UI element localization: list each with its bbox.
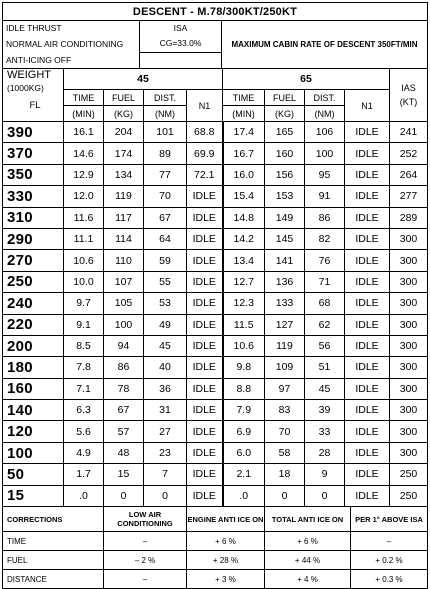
cell-fl: 220	[3, 314, 64, 335]
cell-n1-45: IDLE	[187, 442, 223, 463]
cell-dist-45: 23	[144, 442, 187, 463]
cell-fuel-45: 0	[104, 485, 144, 506]
cell-dist-65: 28	[305, 442, 345, 463]
cell-n1-45: IDLE	[187, 228, 223, 249]
cell-ias: 300	[390, 250, 428, 271]
cell-fl: 350	[3, 164, 64, 185]
col-dist-unit-45: (NM)	[144, 106, 187, 122]
cell-dist-65: 9	[305, 464, 345, 485]
cell-ias: 241	[390, 122, 428, 143]
cell-fuel-65: 141	[265, 250, 305, 271]
cell-dist-45: 53	[144, 293, 187, 314]
cell-n1-65: IDLE	[345, 143, 390, 164]
cell-time-65: 17.4	[223, 122, 265, 143]
cell-fuel-65: 58	[265, 442, 305, 463]
cell-ias: 300	[390, 271, 428, 292]
table-row	[3, 228, 428, 249]
cell-n1-65: IDLE	[345, 271, 390, 292]
cell-ias: 300	[390, 228, 428, 249]
cell-time-45: 10.6	[64, 250, 104, 271]
cell-dist-45: 101	[144, 122, 187, 143]
col-n1-65: N1	[345, 90, 390, 122]
cell-ias: 264	[390, 164, 428, 185]
cell-fuel-65: 97	[265, 378, 305, 399]
cell-fl: 100	[3, 442, 64, 463]
cell-dist-65: 56	[305, 335, 345, 356]
correction-row	[3, 570, 428, 589]
cell-fl: 390	[3, 122, 64, 143]
cell-ias: 252	[390, 143, 428, 164]
cell-fl: 140	[3, 400, 64, 421]
weight-65-header: 65	[223, 69, 390, 90]
cell-time-45: 7.8	[64, 357, 104, 378]
corrections-table	[2, 506, 428, 589]
cell-dist-45: 70	[144, 186, 187, 207]
cell-fuel-45: 119	[104, 186, 144, 207]
condition-idle-thrust: IDLE THRUST	[3, 21, 140, 35]
cell-fuel-65: 0	[265, 485, 305, 506]
cell-dist-45: 40	[144, 357, 187, 378]
cell-time-45: 9.1	[64, 314, 104, 335]
cell-time-65: 14.8	[223, 207, 265, 228]
cell-time-45: 11.1	[64, 228, 104, 249]
cell-fuel-65: 127	[265, 314, 305, 335]
col-dist-unit-65: (NM)	[305, 106, 345, 122]
cell-dist-45: 0	[144, 485, 187, 506]
data-rows	[3, 122, 428, 507]
cell-fuel-65: 145	[265, 228, 305, 249]
cell-n1-65: IDLE	[345, 442, 390, 463]
table-row	[3, 400, 428, 421]
col-fuel-65: FUEL	[265, 90, 305, 106]
cell-time-65: 16.7	[223, 143, 265, 164]
cell-fuel-45: 174	[104, 143, 144, 164]
correction-engine-anti-ice: + 6 %	[187, 532, 265, 551]
correction-total-anti-ice: + 6 %	[265, 532, 351, 551]
cell-ias: 300	[390, 293, 428, 314]
cell-fuel-45: 105	[104, 293, 144, 314]
cell-fuel-45: 78	[104, 378, 144, 399]
cell-dist-65: 51	[305, 357, 345, 378]
col-time-unit-65: (MIN)	[223, 106, 265, 122]
cell-n1-65: IDLE	[345, 464, 390, 485]
cell-fl: 240	[3, 293, 64, 314]
cell-fl: 250	[3, 271, 64, 292]
cell-time-65: 10.6	[223, 335, 265, 356]
cell-fl: 310	[3, 207, 64, 228]
per-degree-above-isa-header: PER 1° ABOVE ISA	[351, 507, 428, 532]
cell-time-65: 13.4	[223, 250, 265, 271]
cell-fuel-65: 149	[265, 207, 305, 228]
cell-fuel-65: 109	[265, 357, 305, 378]
cell-fuel-65: 119	[265, 335, 305, 356]
cell-fuel-45: 100	[104, 314, 144, 335]
cell-n1-45: IDLE	[187, 357, 223, 378]
cell-dist-45: 7	[144, 464, 187, 485]
cell-n1-65: IDLE	[345, 228, 390, 249]
table-row	[3, 378, 428, 399]
cell-n1-45: IDLE	[187, 400, 223, 421]
cell-time-45: .0	[64, 485, 104, 506]
cell-time-65: 11.5	[223, 314, 265, 335]
cell-fl: 200	[3, 335, 64, 356]
table-row	[3, 164, 428, 185]
cell-fuel-45: 67	[104, 400, 144, 421]
cell-fl: 120	[3, 421, 64, 442]
cell-dist-65: 33	[305, 421, 345, 442]
max-cabin-rate-note: MAXIMUM CABIN RATE OF DESCENT 350FT/MIN	[222, 21, 428, 69]
cell-n1-65: IDLE	[345, 357, 390, 378]
cell-fuel-65: 156	[265, 164, 305, 185]
cell-time-45: 6.3	[64, 400, 104, 421]
correction-label: FUEL	[3, 551, 104, 570]
cell-n1-65: IDLE	[345, 400, 390, 421]
correction-per-degree-above-isa: –	[351, 532, 428, 551]
table-row	[3, 186, 428, 207]
cell-time-65: 9.8	[223, 357, 265, 378]
cell-fuel-65: 18	[265, 464, 305, 485]
cell-n1-65: IDLE	[345, 122, 390, 143]
cell-time-65: 15.4	[223, 186, 265, 207]
cell-dist-45: 59	[144, 250, 187, 271]
cell-time-45: 8.5	[64, 335, 104, 356]
cell-n1-65: IDLE	[345, 378, 390, 399]
cell-fuel-45: 117	[104, 207, 144, 228]
cell-dist-45: 36	[144, 378, 187, 399]
cell-time-65: 7.9	[223, 400, 265, 421]
cell-n1-45: IDLE	[187, 378, 223, 399]
cell-dist-65: 100	[305, 143, 345, 164]
cell-time-65: 16.0	[223, 164, 265, 185]
cell-fl: 330	[3, 186, 64, 207]
cell-time-65: 14.2	[223, 228, 265, 249]
correction-row	[3, 551, 428, 570]
cell-dist-65: 71	[305, 271, 345, 292]
cell-n1-65: IDLE	[345, 164, 390, 185]
cell-ias: 300	[390, 400, 428, 421]
weight-fl-header	[3, 69, 64, 122]
descent-data-table	[2, 68, 428, 507]
cell-time-45: 11.6	[64, 207, 104, 228]
cell-n1-45: IDLE	[187, 293, 223, 314]
cell-fuel-65: 136	[265, 271, 305, 292]
correction-rows	[3, 532, 428, 589]
table-row	[3, 335, 428, 356]
cell-n1-45: 72.1	[187, 164, 223, 185]
table-row	[3, 271, 428, 292]
cell-fuel-45: 114	[104, 228, 144, 249]
col-time-45: TIME	[64, 90, 104, 106]
cell-fuel-45: 48	[104, 442, 144, 463]
cell-dist-45: 55	[144, 271, 187, 292]
correction-row	[3, 532, 428, 551]
cell-dist-45: 45	[144, 335, 187, 356]
correction-total-anti-ice: + 44 %	[265, 551, 351, 570]
cell-dist-45: 67	[144, 207, 187, 228]
cell-time-65: 12.3	[223, 293, 265, 314]
correction-label: DISTANCE	[3, 570, 104, 589]
table-row	[3, 143, 428, 164]
table-row	[3, 442, 428, 463]
cell-time-45: 16.1	[64, 122, 104, 143]
cell-fl: 290	[3, 228, 64, 249]
cell-time-45: 12.9	[64, 164, 104, 185]
correction-low-air-conditioning: –	[104, 570, 187, 589]
cell-fuel-65: 160	[265, 143, 305, 164]
cell-ias: 300	[390, 335, 428, 356]
cell-n1-65: IDLE	[345, 335, 390, 356]
cell-ias: 300	[390, 357, 428, 378]
cell-time-45: 5.6	[64, 421, 104, 442]
cell-fuel-45: 94	[104, 335, 144, 356]
col-fuel-45: FUEL	[104, 90, 144, 106]
cell-time-45: 14.6	[64, 143, 104, 164]
cell-time-65: 2.1	[223, 464, 265, 485]
cell-n1-65: IDLE	[345, 293, 390, 314]
cell-n1-45: IDLE	[187, 464, 223, 485]
col-time-unit-45: (MIN)	[64, 106, 104, 122]
cell-time-65: 6.9	[223, 421, 265, 442]
cell-time-45: 7.1	[64, 378, 104, 399]
cell-time-65: .0	[223, 485, 265, 506]
correction-label: TIME	[3, 532, 104, 551]
header-table	[2, 2, 428, 69]
correction-per-degree-above-isa: + 0.3 %	[351, 570, 428, 589]
condition-air-conditioning: NORMAL AIR CONDITIONING	[3, 35, 140, 53]
cell-fl: 370	[3, 143, 64, 164]
cell-fuel-45: 15	[104, 464, 144, 485]
cell-fuel-65: 133	[265, 293, 305, 314]
cell-time-65: 8.8	[223, 378, 265, 399]
cell-n1-45: 69.9	[187, 143, 223, 164]
engine-anti-ice-header: ENGINE ANTI ICE ON	[187, 507, 265, 532]
cell-ias: 300	[390, 421, 428, 442]
cell-fuel-65: 70	[265, 421, 305, 442]
cell-dist-65: 95	[305, 164, 345, 185]
cell-n1-45: IDLE	[187, 335, 223, 356]
cell-n1-65: IDLE	[345, 485, 390, 506]
cell-fl: 270	[3, 250, 64, 271]
correction-low-air-conditioning: –	[104, 532, 187, 551]
cell-dist-65: 76	[305, 250, 345, 271]
col-time-65: TIME	[223, 90, 265, 106]
table-row	[3, 485, 428, 506]
cell-fl: 180	[3, 357, 64, 378]
table-row	[3, 250, 428, 271]
cell-n1-45: 68.8	[187, 122, 223, 143]
cell-dist-45: 77	[144, 164, 187, 185]
ias-header: IAS (KT)	[390, 69, 428, 122]
cell-dist-45: 49	[144, 314, 187, 335]
fl-label: FL	[29, 100, 41, 111]
cell-n1-65: IDLE	[345, 186, 390, 207]
cell-dist-65: 0	[305, 485, 345, 506]
cell-fl: 50	[3, 464, 64, 485]
col-dist-65: DIST.	[305, 90, 345, 106]
correction-low-air-conditioning: – 2 %	[104, 551, 187, 570]
cell-dist-65: 62	[305, 314, 345, 335]
weight-unit: (1000KG)	[7, 83, 44, 93]
cell-ias: 250	[390, 485, 428, 506]
cell-n1-45: IDLE	[187, 186, 223, 207]
cell-ias: 300	[390, 314, 428, 335]
cell-fl: 160	[3, 378, 64, 399]
table-row	[3, 122, 428, 143]
correction-engine-anti-ice: + 3 %	[187, 570, 265, 589]
cell-dist-65: 106	[305, 122, 345, 143]
cell-n1-65: IDLE	[345, 207, 390, 228]
table-row	[3, 464, 428, 485]
page-title: DESCENT - M.78/300KT/250KT	[3, 3, 428, 21]
cell-n1-65: IDLE	[345, 314, 390, 335]
cell-fuel-45: 110	[104, 250, 144, 271]
col-dist-45: DIST.	[144, 90, 187, 106]
table-row	[3, 357, 428, 378]
condition-isa: ISA	[140, 21, 222, 35]
cell-fuel-45: 86	[104, 357, 144, 378]
cell-n1-45: IDLE	[187, 271, 223, 292]
cell-n1-45: IDLE	[187, 485, 223, 506]
table-row	[3, 421, 428, 442]
cell-n1-65: IDLE	[345, 250, 390, 271]
cell-dist-45: 64	[144, 228, 187, 249]
cell-time-65: 12.7	[223, 271, 265, 292]
cell-n1-45: IDLE	[187, 314, 223, 335]
col-fuel-unit-65: (KG)	[265, 106, 305, 122]
weight-45-header: 45	[64, 69, 223, 90]
cell-fuel-45: 57	[104, 421, 144, 442]
table-row	[3, 314, 428, 335]
cell-n1-45: IDLE	[187, 421, 223, 442]
cell-fl: 15	[3, 485, 64, 506]
table-row	[3, 293, 428, 314]
cell-dist-65: 91	[305, 186, 345, 207]
correction-total-anti-ice: + 4 %	[265, 570, 351, 589]
col-n1-45: N1	[187, 90, 223, 122]
descent-table-sheet	[2, 2, 427, 584]
col-fuel-unit-45: (KG)	[104, 106, 144, 122]
cell-fuel-65: 165	[265, 122, 305, 143]
condition-blank-cell	[140, 53, 222, 69]
cell-time-65: 6.0	[223, 442, 265, 463]
correction-per-degree-above-isa: + 0.2 %	[351, 551, 428, 570]
cell-dist-65: 39	[305, 400, 345, 421]
cell-ias: 250	[390, 464, 428, 485]
correction-engine-anti-ice: + 28 %	[187, 551, 265, 570]
cell-dist-65: 45	[305, 378, 345, 399]
cell-dist-65: 82	[305, 228, 345, 249]
cell-ias: 300	[390, 378, 428, 399]
cell-time-45: 4.9	[64, 442, 104, 463]
cell-n1-45: IDLE	[187, 250, 223, 271]
cell-fuel-45: 204	[104, 122, 144, 143]
corrections-header: CORRECTIONS	[3, 507, 104, 532]
cell-n1-65: IDLE	[345, 421, 390, 442]
cell-time-45: 12.0	[64, 186, 104, 207]
cell-dist-65: 68	[305, 293, 345, 314]
cell-n1-45: IDLE	[187, 207, 223, 228]
cell-fuel-45: 134	[104, 164, 144, 185]
cell-dist-45: 31	[144, 400, 187, 421]
cell-time-45: 1.7	[64, 464, 104, 485]
condition-cg: CG=33.0%	[140, 35, 222, 53]
cell-ias: 289	[390, 207, 428, 228]
cell-fuel-65: 83	[265, 400, 305, 421]
cell-time-45: 9.7	[64, 293, 104, 314]
cell-ias: 300	[390, 442, 428, 463]
low-air-conditioning-header: LOW AIR CONDITIONING	[104, 507, 187, 532]
condition-anti-icing: ANTI-ICING OFF	[3, 53, 140, 69]
total-anti-ice-header: TOTAL ANTI ICE ON	[265, 507, 351, 532]
cell-fuel-65: 153	[265, 186, 305, 207]
cell-dist-45: 89	[144, 143, 187, 164]
cell-ias: 277	[390, 186, 428, 207]
table-row	[3, 207, 428, 228]
cell-fuel-45: 107	[104, 271, 144, 292]
weight-label: WEIGHT	[7, 69, 51, 81]
cell-dist-45: 27	[144, 421, 187, 442]
cell-dist-65: 86	[305, 207, 345, 228]
cell-time-45: 10.0	[64, 271, 104, 292]
